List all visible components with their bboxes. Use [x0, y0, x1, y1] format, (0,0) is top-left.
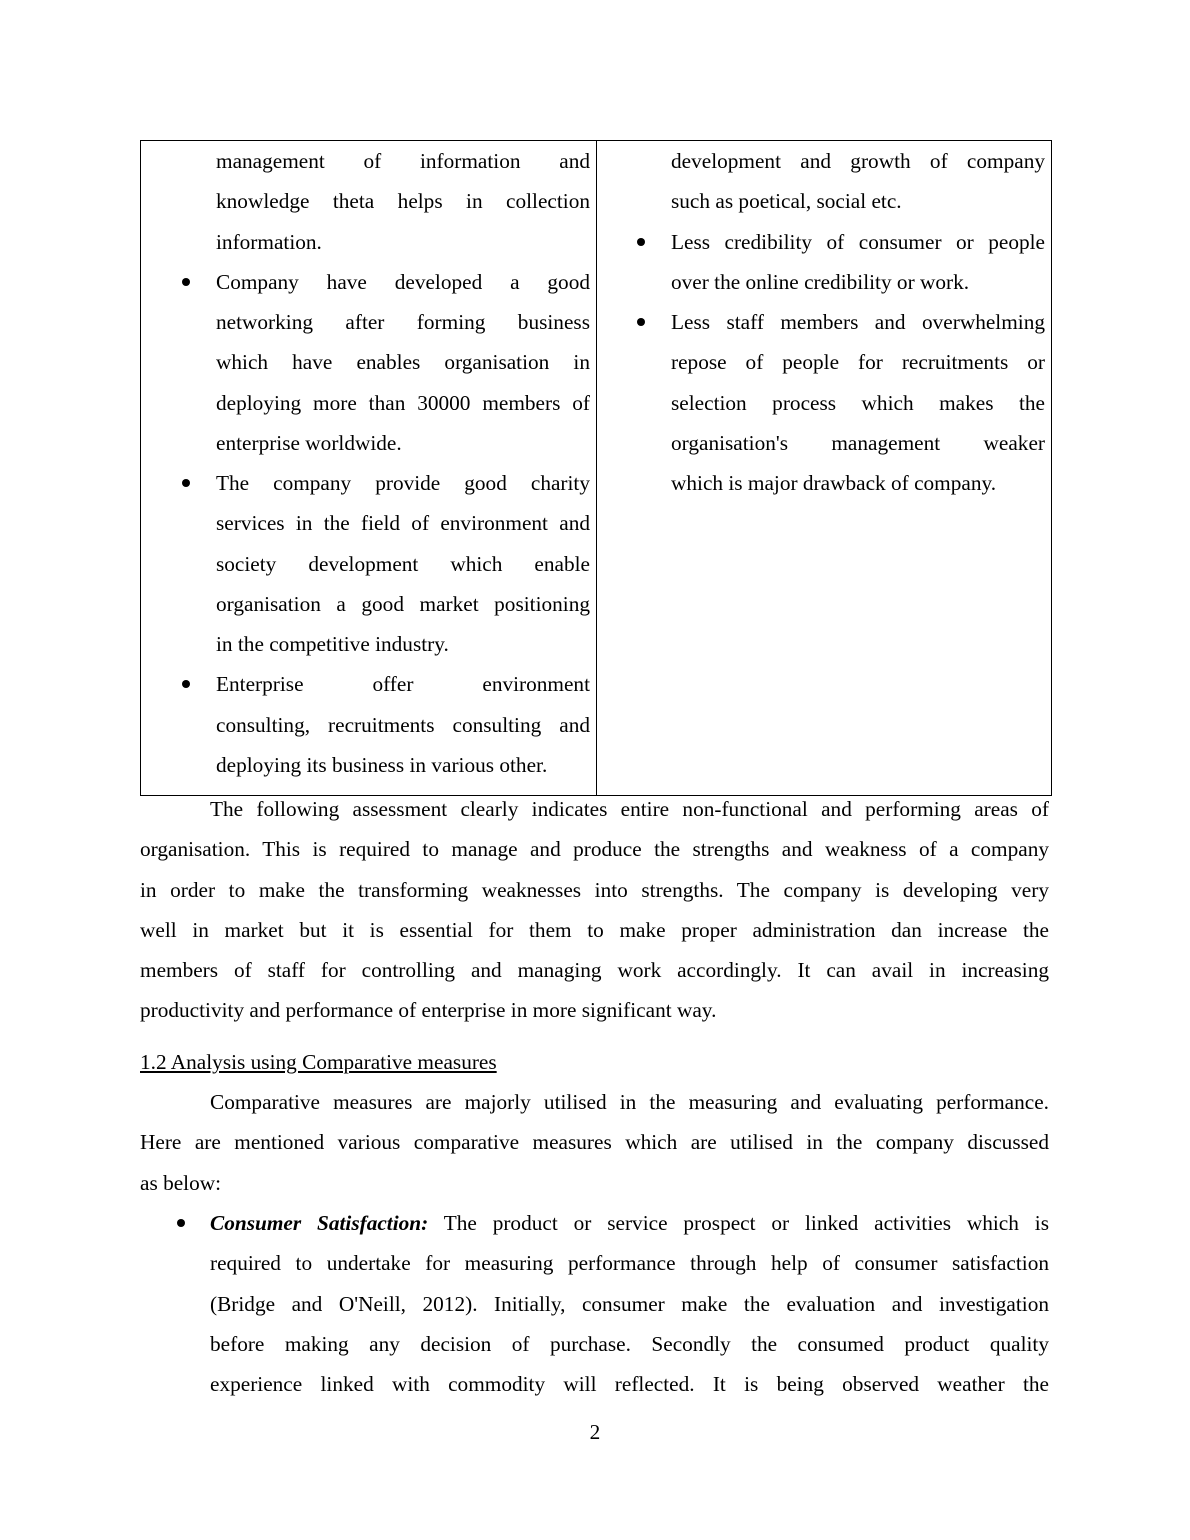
table-line: The company provide good charity [216, 471, 590, 495]
strengths-cell [141, 141, 597, 796]
list-item [671, 302, 1045, 503]
table-line: networking after forming business [216, 310, 590, 334]
table-line: information. [216, 229, 322, 254]
bullet-icon [637, 318, 645, 326]
table-line: which have enables organisation in [216, 350, 590, 375]
table-line: Enterprise offer environment [216, 672, 590, 697]
bullet-icon [637, 238, 645, 246]
paragraph-line: required to undertake for measuring performance through help of consumer satisfaction [210, 1251, 1049, 1276]
paragraph-line: members of staff for controlling and managing work accordingly. It can avail in increasing [140, 958, 1049, 982]
table-line: consulting, recruitments consulting and [216, 712, 590, 737]
paragraph-line [210, 1203, 1049, 1243]
table-line: enterprise worldwide. [216, 430, 402, 455]
table-line: over the online credibility or work. [671, 269, 970, 294]
paragraph-line: in order to make the transforming weaknesses into strengths. The company is developing very [140, 877, 1049, 902]
table-line: services in the field of environment and [216, 511, 590, 536]
table-line: deploying its business in various other. [216, 752, 548, 777]
table-line: Company have developed a good [216, 269, 590, 294]
table-line: such as poetical, social etc. [671, 189, 902, 214]
consumer-satisfaction-item [210, 1203, 1049, 1404]
paragraph-line: Here are mentioned various comparative measures which are utilised in the company discussed [140, 1130, 1049, 1155]
table-line: knowledge theta helps in collection [216, 189, 590, 214]
paragraph-line: as below: [140, 1170, 222, 1195]
table-line: society development which enable [216, 551, 590, 576]
paragraph-line: experience linked with commodity will reflected. It is being observed weather the [210, 1372, 1049, 1396]
paragraph-line: productivity and performance of enterprise in more significant way. [140, 998, 717, 1023]
table-line: management of information and [216, 149, 590, 173]
paragraph-line: Comparative measures are majorly utilised in the measuring and evaluating performance. [210, 1090, 1049, 1114]
table-line: selection process which makes the [671, 390, 1045, 415]
bullet-icon [182, 680, 190, 688]
table-line: development and growth of company [671, 149, 1045, 173]
paragraph-line: (Bridge and O'Neill, 2012). Initially, consumer make the evaluation and investigation [210, 1291, 1049, 1316]
list-item [216, 262, 590, 463]
comparative-paragraph [140, 1082, 1049, 1203]
table-line: organisation a good market positioning [216, 591, 590, 616]
table-line: organisation's management weaker [671, 430, 1045, 455]
list-item [671, 222, 1045, 303]
paragraph-line: before making any decision of purchase. Secondly the consumed product quality [210, 1331, 1049, 1356]
assessment-paragraph [140, 789, 1049, 1031]
table-line: repose of people for recruitments or [671, 350, 1045, 375]
paragraph-line: The following assessment clearly indicates entire non-functional and performing areas of [210, 797, 1049, 821]
table-line: Less credibility of consumer or people [671, 229, 1045, 254]
bullet-icon [182, 278, 190, 286]
section-heading: 1.2 Analysis using Comparative measures [140, 1050, 497, 1074]
bullet-icon [182, 479, 190, 487]
weaknesses-cell [597, 141, 1052, 796]
item-text: The product or service prospect or linked activities which is [443, 1211, 1049, 1235]
page-number: 2 [589, 1420, 601, 1444]
table-line: which is major drawback of company. [671, 471, 997, 495]
table-line: deploying more than 30000 members of [216, 390, 590, 415]
bullet-icon [177, 1219, 185, 1227]
table-line: in the competitive industry. [216, 632, 449, 656]
paragraph-line: well in market but it is essential for them to make proper administration dan increase the [140, 917, 1049, 942]
item-term: Consumer Satisfaction: [210, 1211, 429, 1235]
list-item [216, 463, 590, 664]
paragraph-line: organisation. This is required to manage and produce the strengths and weakness of a company [140, 837, 1049, 862]
swot-table [140, 140, 1052, 796]
list-item [216, 664, 590, 785]
table-line: Less staff members and overwhelming [671, 310, 1045, 334]
